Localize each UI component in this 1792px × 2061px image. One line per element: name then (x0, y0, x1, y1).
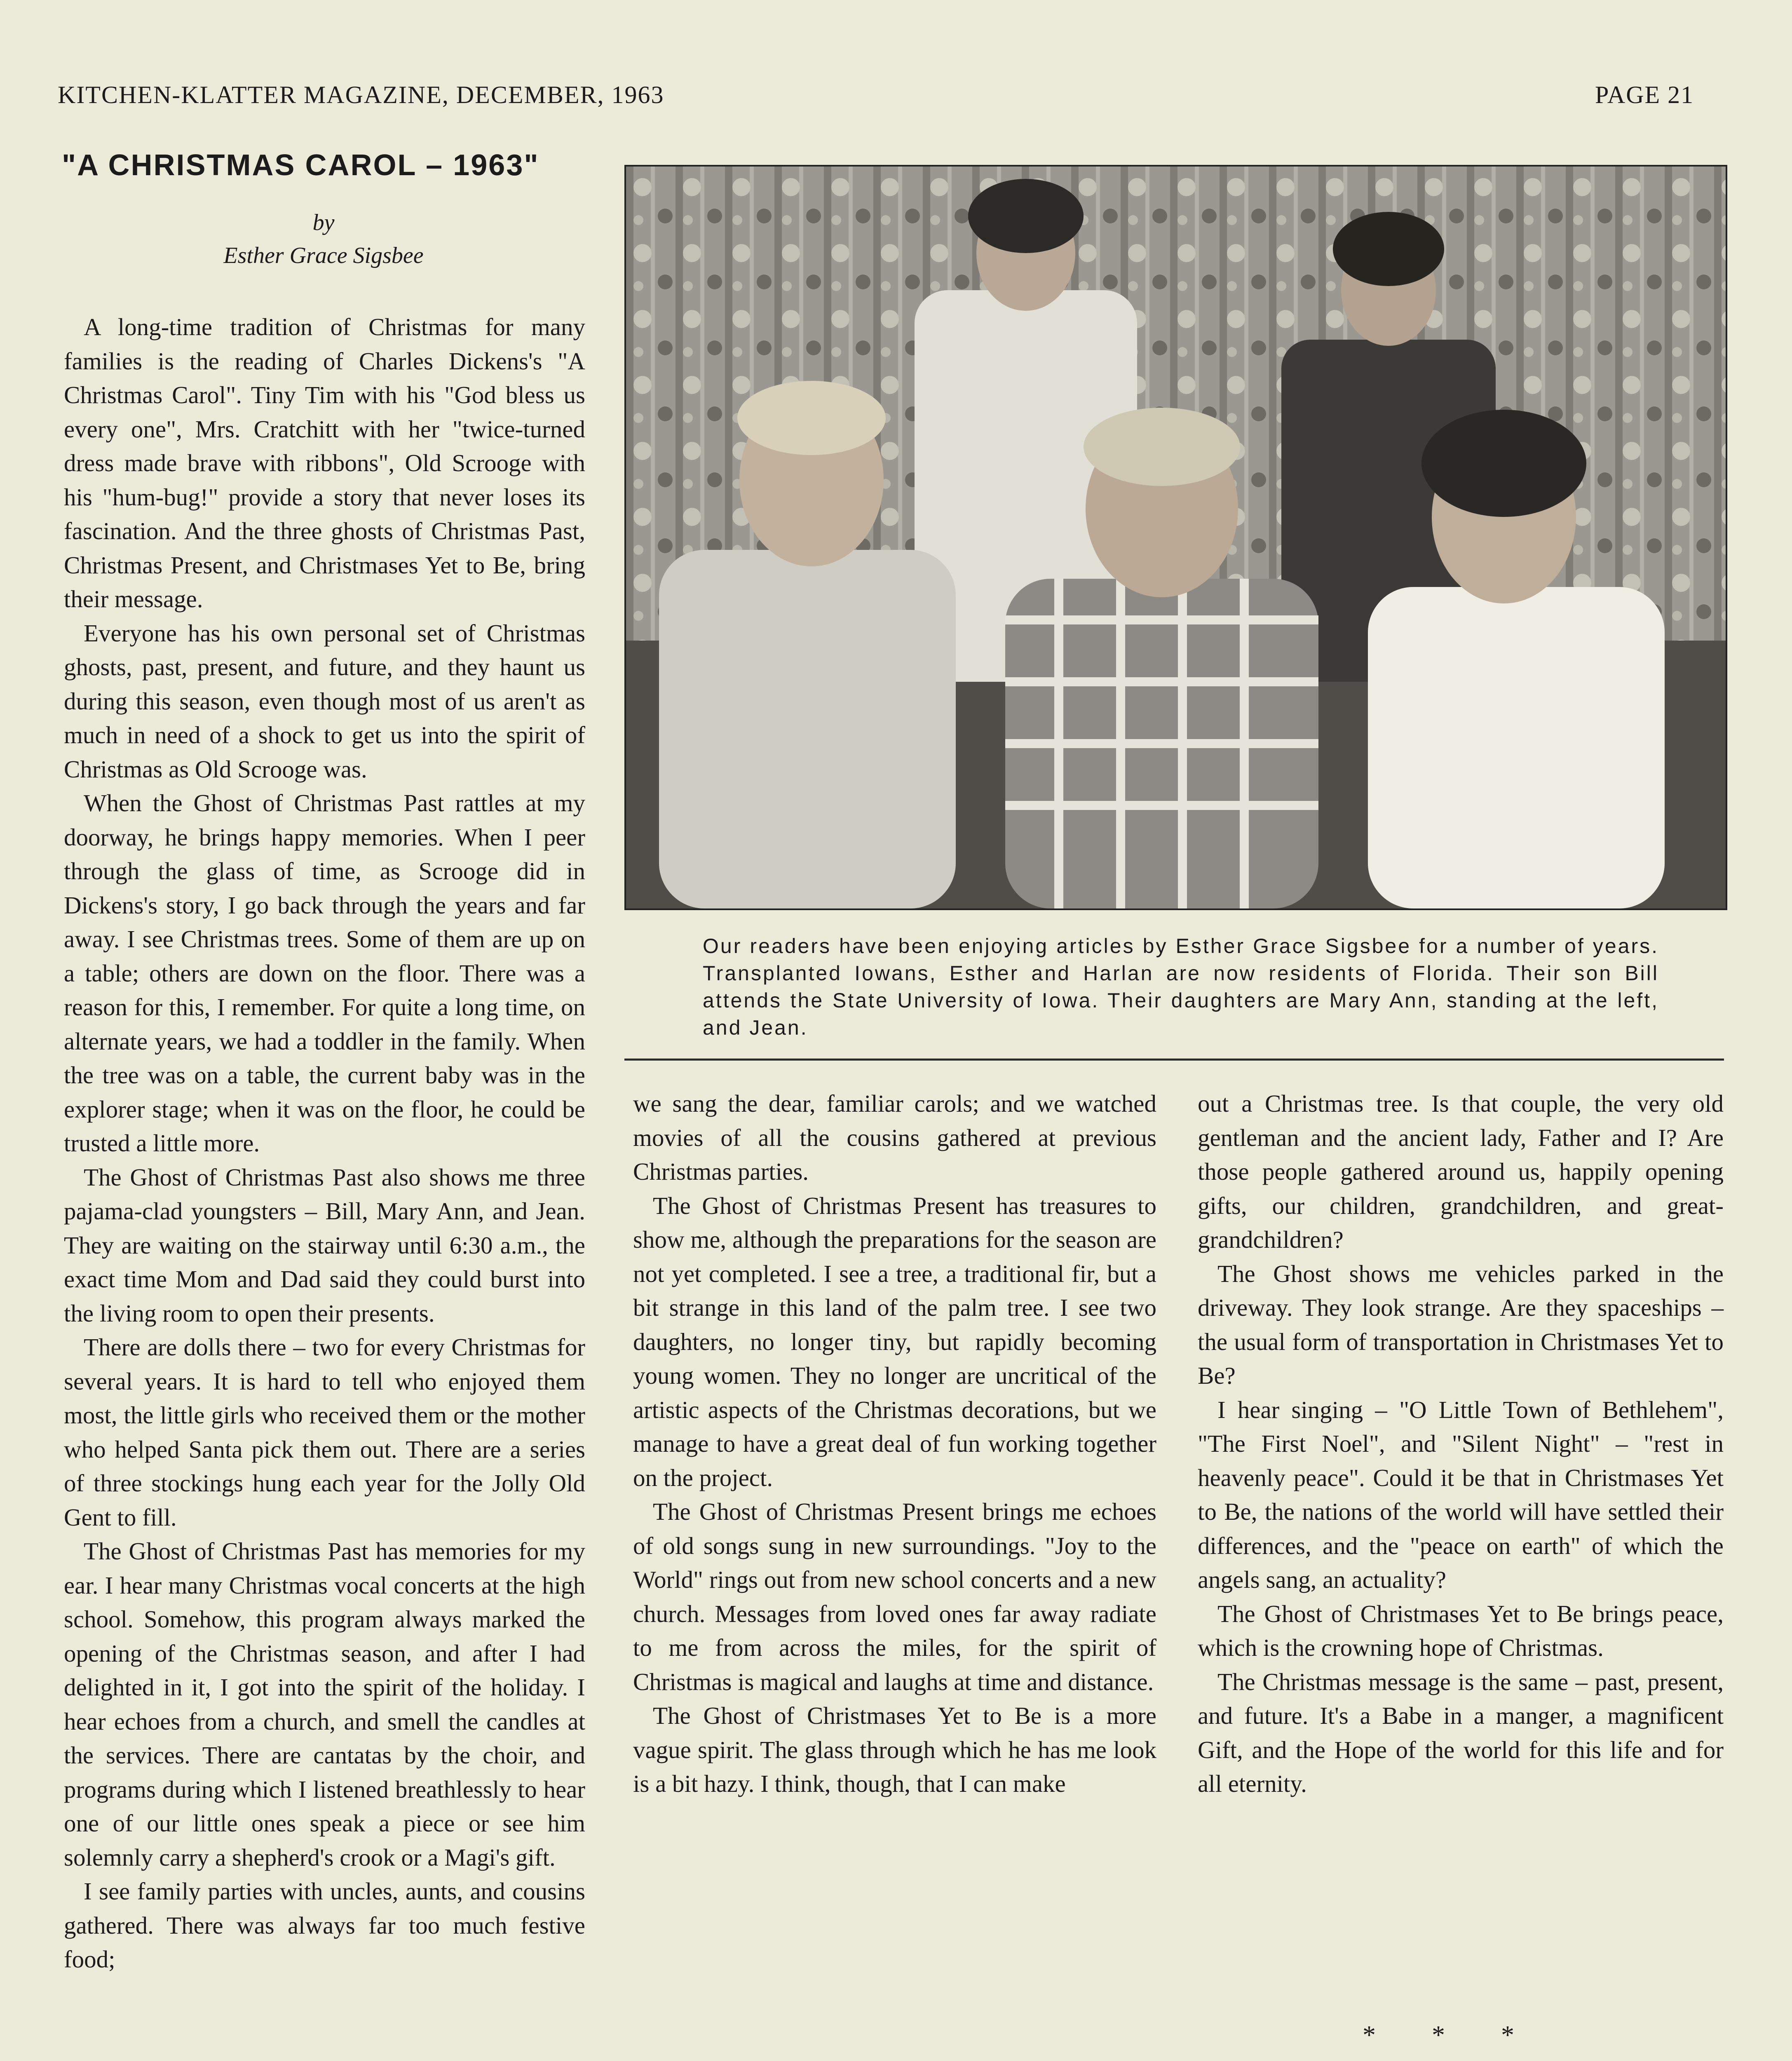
paragraph: The Ghost of Christmas Present brings me echoes of old songs sung in new surroundings. "Joy to the World" rings out from new school concerts and a new church. Messages from loved ones far away radiate to me from across the miles, for the spirit of Christmas is magical and laughs at time and distance. (633, 1498, 1156, 1695)
byline-author: Esther Grace Sigsbee (223, 243, 424, 268)
paragraph: A long-time tradition of Christmas for many families is the reading of Charles Dickens's "A Christmas Carol". Tiny Tim with his "God bless us every one", Mrs. Cratchitt with her "twice-turned dress made brave with ribbons", Old Scrooge with his "hum-bug!" provide a story that never loses its fascination. And the three ghosts of Christmas Past, Christmas Present, and Christmases Yet to Be, bring their message. (64, 313, 585, 613)
magazine-header: KITCHEN-KLATTER MAGAZINE, DECEMBER, 1963 (58, 81, 664, 108)
paragraph: The Ghost of Christmas Past also shows me three pajama-clad youngsters – Bill, Mary Ann, and Jean. They are waiting on the stairway until 6:30 a.m., the exact time Mom and Dad said they could burst into the living room to open their presents. (64, 1163, 585, 1327)
paragraph: The Ghost shows me vehicles parked in the driveway. They look strange. Are they spaceships – the usual form of transportation in Christmases Yet to Be? (1198, 1260, 1724, 1389)
photo-caption: Our readers have been enjoying articles by Esther Grace Sigsbee for a number of years. Transplanted Iowans, Esther and Harlan are now residents of Florida. Their son Bill attends the State University of Iowa. Their daughters are Mary Ann, standing at the left, and Jean. (703, 934, 1659, 1039)
paragraph: The Ghost of Christmases Yet to Be brings peace, which is the crowning hope of Christmas. (1198, 1600, 1724, 1661)
paragraph: There are dolls there – two for every Christmas for several years. It is hard to tell who enjoyed them most, the little girls who received them or the mother who helped Santa pick them out. There are a series of three stockings hung each year for the Jolly Old Gent to fill. (64, 1333, 585, 1531)
article-column-2 (633, 1087, 1156, 1801)
paragraph: I see family parties with uncles, aunts, and cousins gathered. There was always far too much festive food; (64, 1878, 585, 1973)
paragraph: out a Christmas tree. Is that couple, the very old gentleman and the ancient lady, Father and I? Are those people gathered around us, happily opening gifts, our children, grandchildren, and great-grandchildren? (1198, 1090, 1724, 1253)
divider-rule (624, 1059, 1724, 1061)
article-column-1 (64, 310, 585, 1976)
article-column-3 (1198, 1087, 1724, 1801)
paragraph: Everyone has his own personal set of Christmas ghosts, past, present, and future, and they haunt us during this season, even though most of us aren't as much in need of a shock to get us into the spirit of Christmas as Old Scrooge was. (64, 619, 585, 783)
paragraph: The Ghost of Christmases Yet to Be is a more vague spirit. The glass through which he has me look is a bit hazy. I think, though, that I can make (633, 1702, 1156, 1797)
article-title: "A CHRISTMAS CAROL – 1963" (62, 149, 539, 182)
family-photo (624, 165, 1727, 910)
section-end-stars: * * * (1363, 2020, 1539, 2049)
paragraph: we sang the dear, familiar carols; and we watched movies of all the cousins gathered at previous Christmas parties. (633, 1090, 1156, 1185)
paragraph: When the Ghost of Christmas Past rattles at my doorway, he brings happy memories. When I peer through the glass of time, as Scrooge did in Dickens's story, I go back through the years and far away. I see Christmas trees. Some of them are up on a table; others are down on the floor. There was a reason for this, I remember. For quite a long time, on alternate years, we had a toddler in the family. When the tree was on a table, the current baby was in the explorer stage; when it was on the floor, he could be trusted a little more. (64, 789, 585, 1157)
paragraph: The Ghost of Christmas Past has memories for my ear. I hear many Christmas vocal concerts at the high school. Somehow, this program always marked the opening of the Christmas season, and after I had delighted in it, I got into the spirit of the holiday. I hear echoes from a church, and smell the candles at the services. There are cantatas by the choir, and programs during which I listened breathlessly to hear one of our little ones speak a piece or see him solemnly carry a shepherd's crook or a Magi's gift. (64, 1538, 585, 1871)
page-number: PAGE 21 (1595, 81, 1694, 108)
paragraph: I hear singing – "O Little Town of Bethlehem", "The First Noel", and "Silent Night" – "rest in heavenly peace". Could it be that in Christmases Yet to Be, the nations of the world will have settled their differences, and the "peace on earth" of which the angels sang, an actuality? (1198, 1396, 1724, 1593)
paragraph: The Christmas message is the same – past, present, and future. It's a Babe in a manger, a magnificent Gift, and the Hope of the world for this life and for all eternity. (1198, 1668, 1724, 1797)
byline-by: by (312, 210, 335, 235)
paragraph: The Ghost of Christmas Present has treasures to show me, although the preparations for the season are not yet completed. I see a tree, a traditional fir, but a bit strange in this land of the palm tree. I see two daughters, no longer tiny, but rapidly becoming young women. They no longer are uncritical of the artistic aspects of the Christmas decorations, but we manage to have a great deal of fun working together on the project. (633, 1192, 1156, 1491)
family-photo-image (626, 167, 1726, 908)
